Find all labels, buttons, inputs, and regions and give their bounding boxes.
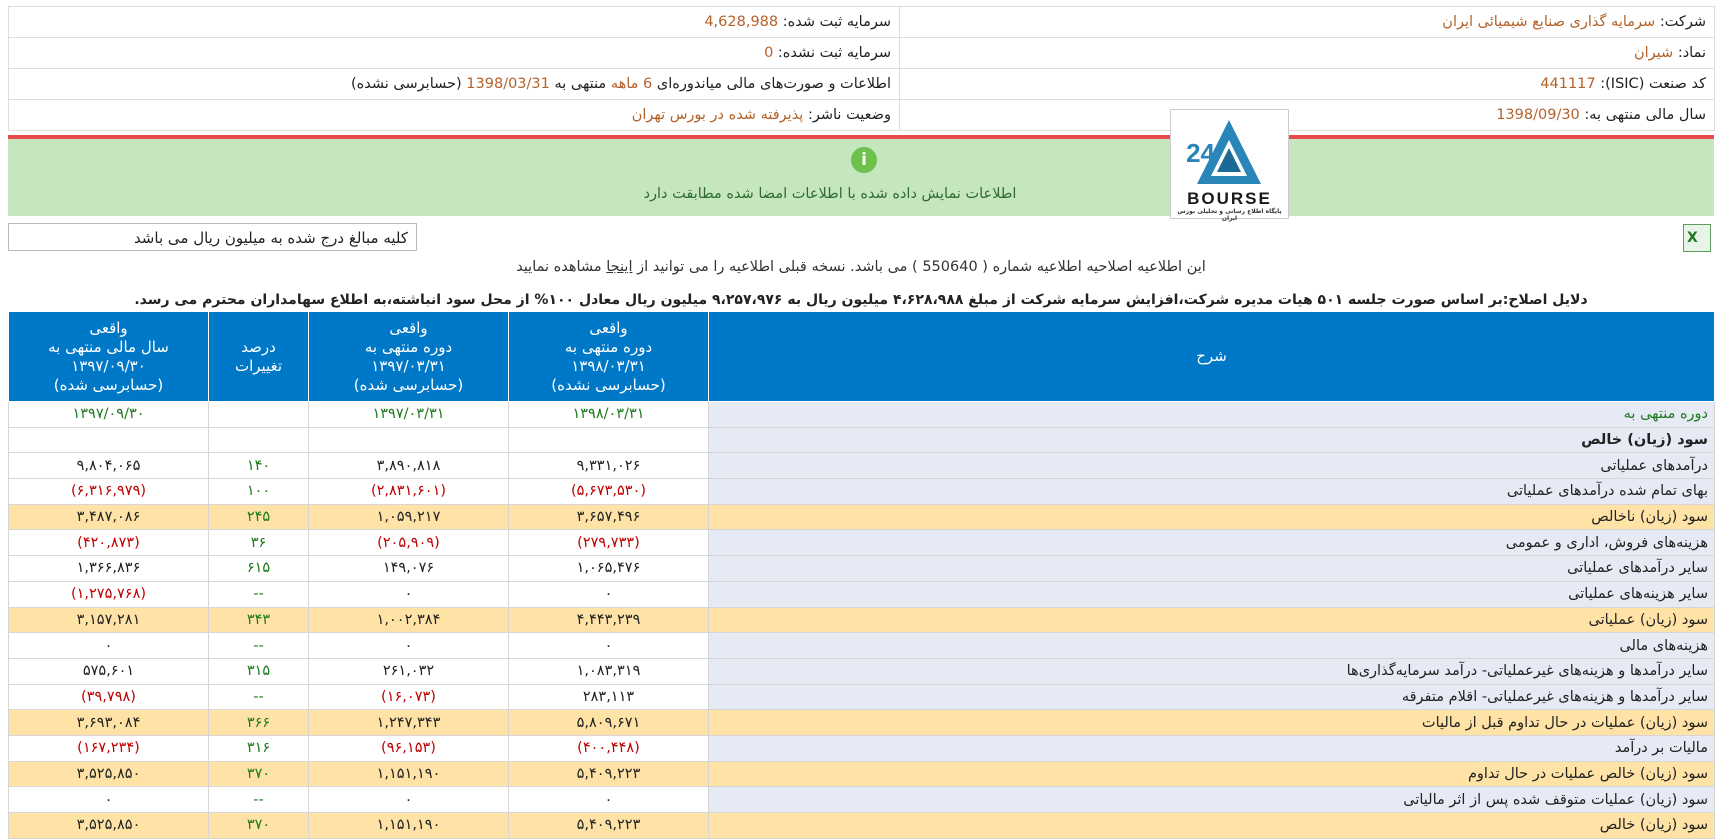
row-value-c3: ۳۴۳	[209, 607, 309, 633]
row-description: سایر درآمدها و هزینه‌های غیرعملیاتی- اقلام متفرقه	[709, 684, 1715, 710]
row-value-c4: (۱۶۷,۲۳۴)	[9, 735, 209, 761]
units-note: کلیه مبالغ درج شده به میلیون ریال می باشد	[8, 223, 417, 251]
row-value-c1: ۵,۴۰۹,۲۲۳	[509, 761, 709, 787]
table-row	[9, 658, 1715, 684]
company-value: سرمایه گذاری صنایع شیمیائی ایران	[1442, 14, 1656, 30]
publisher-status-value: پذیرفته شده در بورس تهران	[631, 107, 804, 123]
row-value-c1	[509, 427, 709, 453]
header-col2-line: واقعی	[389, 318, 428, 337]
row-value-c2: ۱۴۹,۰۷۶	[309, 556, 509, 582]
fiscal-year-label: سال مالی منتهی به:	[1584, 107, 1706, 123]
excel-export-icon[interactable]: X	[1683, 224, 1711, 252]
row-value-c2: ۲۶۱,۰۳۲	[309, 658, 509, 684]
header-col1-line: دوره منتهی به	[564, 337, 653, 356]
bourse-logo	[1170, 109, 1289, 222]
row-description: سایر درآمدها و هزینه‌های غیرعملیاتی- درآمد سرمایه‌گذاری‌ها	[709, 658, 1715, 684]
row-value-c4: ۱,۳۶۶,۸۳۶	[9, 556, 209, 582]
header-col2-line: (حسابرسی شده)	[353, 375, 464, 394]
report-prefix: اطلاعات و صورت‌های مالی میاندوره‌ای	[656, 76, 891, 92]
registered-capital-value: 4,628,988	[704, 14, 779, 30]
row-description: بهای تمام شده درآمدهای عملیاتی	[709, 479, 1715, 505]
table-row	[9, 735, 1715, 761]
row-value-c2: (۲,۸۳۱,۶۰۱)	[309, 479, 509, 505]
table-row	[9, 530, 1715, 556]
correction-prefix: این اطلاعیه اصلاحیه اطلاعیه شماره (	[982, 259, 1206, 275]
row-value-c4: ۰	[9, 633, 209, 659]
report-suffix: (حسابرسی نشده)	[350, 76, 462, 92]
table-row	[9, 427, 1715, 453]
header-col3-line: تغییرات	[234, 356, 283, 375]
row-value-c1: (۴۰۰,۴۴۸)	[509, 735, 709, 761]
correction-number: 550640	[922, 259, 978, 275]
row-value-c1: ۵,۴۰۹,۲۲۳	[509, 813, 709, 839]
header-col4-line: (حسابرسی شده)	[53, 375, 164, 394]
row-value-c3: ۱۴۰	[209, 453, 309, 479]
table-header-row	[9, 312, 1715, 402]
row-value-c4: ۱۳۹۷/۰۹/۳۰	[9, 402, 209, 428]
publisher-status-label: وضعیت ناشر:	[807, 107, 891, 123]
row-value-c2: ۱۳۹۷/۰۳/۳۱	[309, 402, 509, 428]
row-value-c2	[309, 427, 509, 453]
row-description: سود (زیان) خالص عملیات در حال تداوم	[709, 761, 1715, 787]
row-description: سود (زیان) عملیاتی	[709, 607, 1715, 633]
row-value-c2: ۱,۱۵۱,۱۹۰	[309, 813, 509, 839]
row-value-c3: --	[209, 787, 309, 813]
row-value-c2: ۱,۰۰۲,۳۸۴	[309, 607, 509, 633]
header-desc: شرح	[709, 312, 1715, 402]
fiscal-year-cell	[900, 100, 1715, 131]
table-row	[9, 581, 1715, 607]
registered-capital-cell	[9, 7, 900, 38]
fiscal-year-value: 1398/09/30	[1496, 107, 1580, 123]
header-col4-line: واقعی	[89, 318, 128, 337]
header-col4-line: ۱۳۹۷/۰۹/۳۰	[71, 356, 146, 375]
logo-subtext: پایگاه اطلاع رسانی و تحلیلی بورس ایران	[1177, 208, 1282, 222]
row-value-c1: ۲۸۳,۱۱۳	[509, 684, 709, 710]
row-value-c2: ۱,۲۴۷,۳۴۳	[309, 710, 509, 736]
row-description: سود (زیان) خالص	[709, 813, 1715, 839]
row-value-c4: ۳,۶۹۳,۰۸۴	[9, 710, 209, 736]
row-value-c4: (۶,۳۱۶,۹۷۹)	[9, 479, 209, 505]
row-value-c3: --	[209, 684, 309, 710]
table-row	[9, 813, 1715, 839]
isic-cell	[900, 69, 1715, 100]
row-value-c4: ۰	[9, 787, 209, 813]
table-row	[9, 556, 1715, 582]
logo-mark-icon	[1171, 110, 1288, 190]
row-value-c1: ۱۳۹۸/۰۳/۳۱	[509, 402, 709, 428]
row-description: سود (زیان) عملیات در حال تداوم قبل از مالیات	[709, 710, 1715, 736]
row-value-c3: ۶۱۵	[209, 556, 309, 582]
company-label: شرکت:	[1659, 14, 1706, 30]
header-col2-line: ۱۳۹۷/۰۳/۳۱	[371, 356, 446, 375]
row-value-c1: ۱,۰۸۳,۳۱۹	[509, 658, 709, 684]
row-value-c1: ۹,۳۳۱,۰۲۶	[509, 453, 709, 479]
row-description: سایر درآمدهای عملیاتی	[709, 556, 1715, 582]
header-col4	[9, 312, 209, 402]
row-value-c4: (۱,۲۷۵,۷۶۸)	[9, 581, 209, 607]
row-value-c4: (۴۲۰,۸۷۳)	[9, 530, 209, 556]
table-row	[9, 453, 1715, 479]
row-value-c3: --	[209, 633, 309, 659]
header-col3-line: درصد	[241, 337, 276, 356]
isic-label: کد صنعت (ISIC):	[1600, 76, 1706, 92]
row-value-c4: ۳,۴۸۷,۰۸۶	[9, 504, 209, 530]
table-row	[9, 684, 1715, 710]
table-row	[9, 607, 1715, 633]
row-value-c2: ۰	[309, 581, 509, 607]
row-description: سود (زیان) عملیات متوقف شده پس از اثر مالیاتی	[709, 787, 1715, 813]
table-row	[9, 504, 1715, 530]
company-info-table	[8, 6, 1715, 131]
row-value-c1: ۰	[509, 581, 709, 607]
correction-middle: ) می باشد. نسخه قبلی اطلاعیه را می توانید از	[637, 259, 918, 275]
row-value-c1: ۰	[509, 633, 709, 659]
svg-text:24: 24	[1186, 138, 1215, 168]
header-col4-line: سال مالی منتهی به	[48, 337, 169, 356]
symbol-cell	[900, 38, 1715, 69]
row-value-c1: ۰	[509, 787, 709, 813]
header-col3	[209, 312, 309, 402]
previous-version-link[interactable]: اینجا	[606, 259, 633, 275]
row-value-c1: (۲۷۹,۷۳۳)	[509, 530, 709, 556]
table-row	[9, 479, 1715, 505]
unregistered-capital-value: 0	[764, 45, 774, 61]
row-value-c4: ۳,۵۲۵,۸۵۰	[9, 813, 209, 839]
row-value-c3	[209, 402, 309, 428]
row-value-c4: (۳۹,۷۹۸)	[9, 684, 209, 710]
header-col1	[509, 312, 709, 402]
row-description: سود (زیان) خالص	[709, 427, 1715, 453]
row-description: درآمدهای عملیاتی	[709, 453, 1715, 479]
row-value-c1: ۴,۴۴۳,۲۳۹	[509, 607, 709, 633]
row-value-c4: ۳,۱۵۷,۲۸۱	[9, 607, 209, 633]
row-value-c2: (۲۰۵,۹۰۹)	[309, 530, 509, 556]
row-value-c2: (۱۶,۰۷۳)	[309, 684, 509, 710]
registered-capital-label: سرمایه ثبت شده:	[782, 14, 891, 30]
table-body	[9, 402, 1715, 839]
row-description: سایر هزینه‌های عملیاتی	[709, 581, 1715, 607]
row-value-c3: ۳۱۵	[209, 658, 309, 684]
verification-message: اطلاعات نمایش داده شده با اطلاعات امضا شده مطابقت دارد	[643, 186, 1017, 202]
unregistered-capital-label: سرمایه ثبت نشده:	[777, 45, 891, 61]
row-value-c3	[209, 427, 309, 453]
logo-text: BOURSE	[1187, 189, 1272, 208]
row-value-c3: ۳۶	[209, 530, 309, 556]
row-value-c2: ۰	[309, 633, 509, 659]
header-col1-line: ۱۳۹۸/۰۳/۳۱	[571, 356, 646, 375]
table-row	[9, 633, 1715, 659]
correction-suffix: مشاهده نمایید	[516, 259, 602, 275]
info-icon: i	[851, 147, 877, 173]
row-value-c4: ۳,۵۲۵,۸۵۰	[9, 761, 209, 787]
report-mid: منتهی به	[554, 76, 607, 92]
table-row	[9, 710, 1715, 736]
row-description: هزینه‌های مالی	[709, 633, 1715, 659]
row-value-c2: ۰	[309, 787, 509, 813]
unregistered-capital-cell	[9, 38, 900, 69]
symbol-value: شیران	[1634, 45, 1674, 61]
row-description: دوره منتهی به	[709, 402, 1715, 428]
income-statement-table	[8, 311, 1715, 839]
row-value-c3: ۳۱۶	[209, 735, 309, 761]
row-description: هزینه‌های فروش، اداری و عمومی	[709, 530, 1715, 556]
row-description: سود (زیان) ناخالص	[709, 504, 1715, 530]
row-value-c3: ۲۴۵	[209, 504, 309, 530]
row-value-c1: ۳,۶۵۷,۴۹۶	[509, 504, 709, 530]
row-value-c3: ۱۰۰	[209, 479, 309, 505]
row-value-c2: (۹۶,۱۵۳)	[309, 735, 509, 761]
header-col2-line: دوره منتهی به	[364, 337, 453, 356]
report-cell	[9, 69, 900, 100]
table-row	[9, 787, 1715, 813]
row-value-c3: ۳۷۰	[209, 761, 309, 787]
row-value-c3: --	[209, 581, 309, 607]
header-col1-line: (حسابرسی نشده)	[551, 375, 666, 394]
report-period: 6 ماهه	[610, 76, 653, 92]
row-value-c1: ۵,۸۰۹,۶۷۱	[509, 710, 709, 736]
isic-value: 441117	[1540, 76, 1596, 92]
row-value-c2: ۱,۱۵۱,۱۹۰	[309, 761, 509, 787]
row-value-c1: (۵,۶۷۳,۵۳۰)	[509, 479, 709, 505]
header-col2	[309, 312, 509, 402]
table-row	[9, 761, 1715, 787]
header-col1-line: واقعی	[589, 318, 628, 337]
table-row	[9, 402, 1715, 428]
correction-notice	[8, 259, 1714, 275]
row-description: مالیات بر درآمد	[709, 735, 1715, 761]
row-value-c2: ۱,۰۵۹,۲۱۷	[309, 504, 509, 530]
company-cell	[900, 7, 1715, 38]
row-value-c1: ۱,۰۶۵,۴۷۶	[509, 556, 709, 582]
report-date: 1398/03/31	[466, 76, 550, 92]
symbol-label: نماد:	[1677, 45, 1706, 61]
row-value-c2: ۳,۸۹۰,۸۱۸	[309, 453, 509, 479]
row-value-c4: ۵۷۵,۶۰۱	[9, 658, 209, 684]
row-value-c4	[9, 427, 209, 453]
publisher-status-cell	[9, 100, 900, 131]
row-value-c3: ۳۶۶	[209, 710, 309, 736]
row-value-c3: ۳۷۰	[209, 813, 309, 839]
correction-reasons: دلایل اصلاح:بر اساس صورت جلسه ۵۰۱ هیات مدیره شرکت،افزایش سرمایه شرکت از مبلغ ۴،۶۲۸،۹۸۸ میلیون ریال به ۹،۲۵۷،۹۷۶ میلیون ریال معادل ۱۰۰% از محل سود انباشته،به اطلاع سهامداران محترم می رسد.	[134, 292, 1588, 308]
row-value-c4: ۹,۸۰۴,۰۶۵	[9, 453, 209, 479]
